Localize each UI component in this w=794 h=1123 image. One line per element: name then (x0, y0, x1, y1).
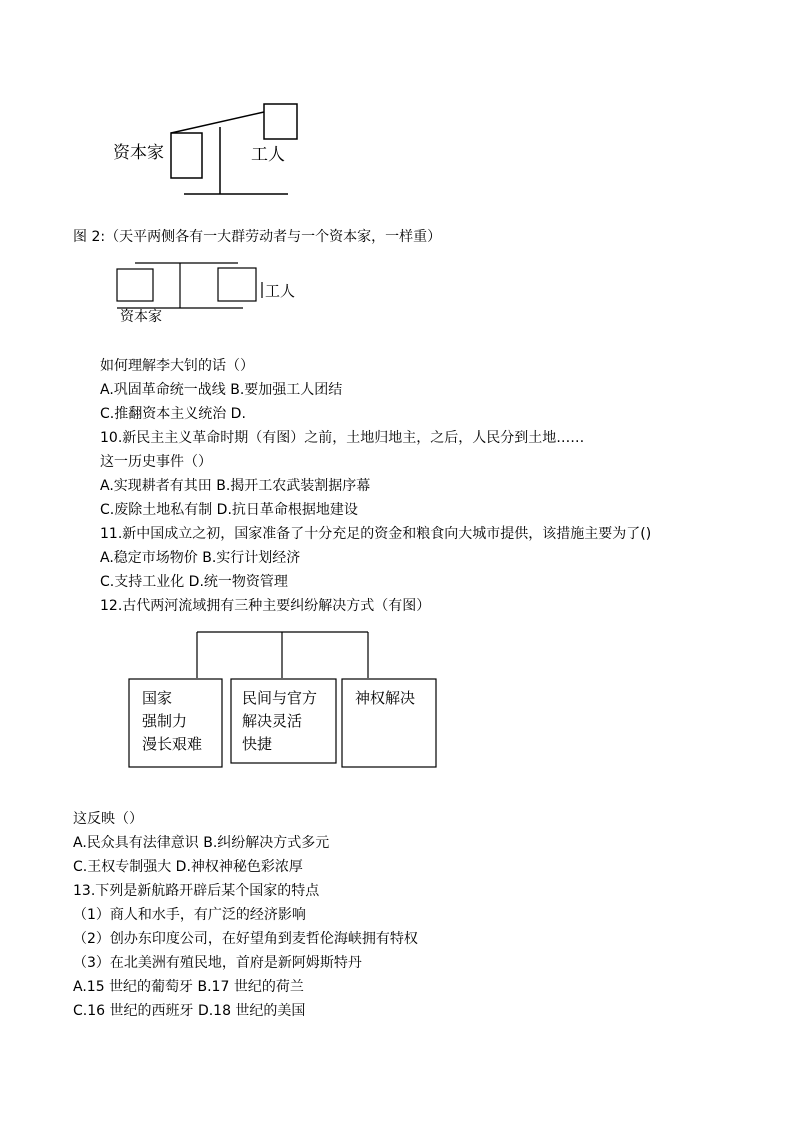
q10-options-cd: C.废除土地私有制 D.抗日革命根据地建设 (100, 502, 358, 518)
q13-item-2: （2）创办东印度公司，在好望角到麦哲伦海峡拥有特权 (73, 931, 418, 947)
q12-options-cd: C.王权专制强大 D.神权神秘色彩浓厚 (73, 859, 303, 875)
box-state-line-1: 国家 (142, 689, 173, 707)
q10-stem-2: 这一历史事件（） (100, 454, 212, 470)
q12-options-ab: A.民众具有法律意识 B.纠纷解决方式多元 (73, 835, 330, 851)
q13-item-3: （3）在北美洲有殖民地，首府是新阿姆斯特丹 (73, 955, 362, 971)
q10-stem-1: 10.新民主主义革命时期（有图）之前，土地归地主，之后，人民分到土地…… (100, 430, 585, 446)
figure-1-capitalist-label: 资本家 (113, 143, 164, 163)
q9-stem: 如何理解李大钊的话（） (100, 358, 254, 374)
worker-box (264, 104, 297, 139)
q13-stem: 13.下列是新航路开辟后某个国家的特点 (73, 883, 320, 899)
figure-2-scale (117, 263, 262, 308)
box-folk-line-1: 民间与官方 (242, 689, 318, 707)
capitalist-box (171, 133, 202, 178)
box-theocratic-line-1: 神权解决 (355, 689, 416, 707)
scale-beam (171, 112, 264, 133)
q11-stem: 11.新中国成立之初，国家准备了十分充足的资金和粮食向大城市提供，该措施主要为了() (100, 526, 652, 542)
figure-1-worker-label: 工人 (251, 145, 285, 165)
q9-options-ab: A.巩固革命统一战线 B.要加强工人团结 (100, 382, 343, 398)
q12-stem-2: 这反映（） (73, 811, 143, 827)
q12-stem: 12.古代两河流域拥有三种主要纠纷解决方式（有图） (100, 598, 431, 614)
q11-options-ab: A.稳定市场物价 B.实行计划经济 (100, 550, 301, 566)
box-state-line-2: 强制力 (142, 712, 188, 730)
q13-options-ab: A.15 世纪的葡萄牙 B.17 世纪的荷兰 (73, 979, 304, 995)
figure-2-caption: 图 2:（天平两侧各有一大群劳动者与一个资本家，一样重） (73, 229, 442, 245)
q13-options-cd: C.16 世纪的西班牙 D.18 世纪的美国 (73, 1003, 306, 1019)
q10-options-ab: A.实现耕者有其田 B.揭开工农武装割据序幕 (100, 478, 371, 494)
q11-options-cd: C.支持工业化 D.统一物资管理 (100, 574, 288, 590)
figure-2-worker-label: 工人 (265, 282, 296, 300)
q13-item-1: （1）商人和水手，有广泛的经济影响 (73, 907, 306, 923)
capitalist-box (117, 269, 153, 301)
box-folk-line-2: 解决灵活 (242, 712, 303, 730)
box-state-line-3: 漫长艰难 (142, 735, 203, 753)
figure-2-capitalist-label: 资本家 (120, 309, 162, 325)
q9-options-cd: C.推翻资本主义统治 D. (100, 406, 246, 422)
worker-box (218, 268, 256, 301)
box-folk-line-3: 快捷 (242, 735, 273, 753)
